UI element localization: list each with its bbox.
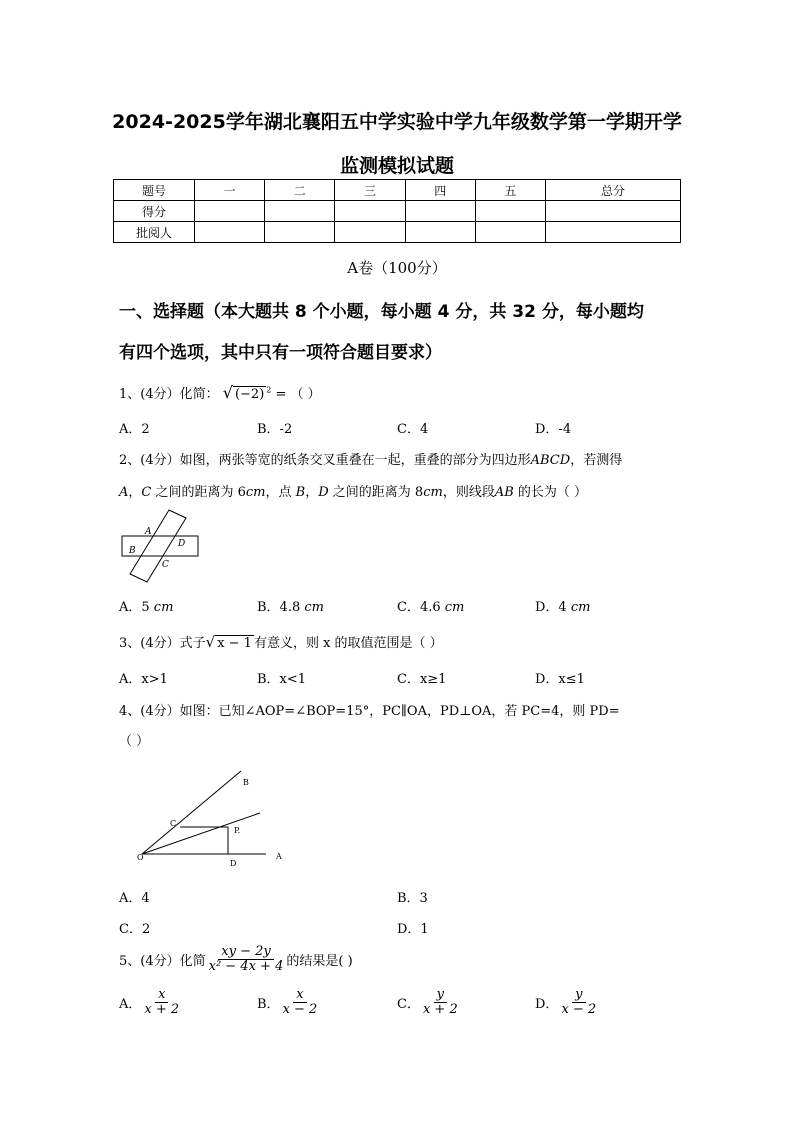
q2-text: 之间的距离为 6	[151, 485, 246, 500]
figure-label-a: A	[145, 527, 152, 537]
fraction-numerator: x	[155, 988, 168, 1003]
sqrt-icon: √	[205, 633, 216, 651]
figure-label-d: D	[178, 539, 186, 549]
fraction-numerator: y	[572, 988, 585, 1003]
score-cell[interactable]	[265, 201, 335, 222]
score-table-header-cell: 二	[265, 180, 335, 201]
q2-option-value: D．4	[535, 600, 571, 615]
q2-text: 的长为（ ）	[513, 485, 588, 500]
q2-option-a[interactable]	[119, 596, 173, 615]
score-table-header-row	[114, 180, 681, 201]
figure-label-b: B	[129, 546, 136, 556]
q2-text: B	[295, 485, 306, 500]
q2-option-d[interactable]	[535, 596, 590, 615]
q2-text: ，点	[265, 485, 296, 500]
part1-heading-line2: 有四个选项，其中只有一项符合题目要求）	[119, 343, 442, 363]
score-table-row	[114, 222, 681, 243]
q3-option-b[interactable]: B．x<1	[257, 672, 307, 687]
angle-bisector-figure	[130, 765, 300, 875]
fraction-denominator: x − 2	[282, 1002, 318, 1017]
option-fraction	[558, 988, 599, 1017]
score-cell[interactable]	[335, 222, 405, 243]
question-5	[119, 945, 353, 974]
question-3-prefix: 3、(4分）式子	[119, 636, 206, 651]
score-table-header-cell: 一	[195, 180, 265, 201]
question-2-line2	[119, 481, 587, 500]
option-label: A．	[119, 997, 142, 1012]
score-cell[interactable]	[405, 201, 475, 222]
q3-option-d[interactable]: D．x≤1	[535, 672, 585, 687]
fraction-denominator: x² − 4x + 4	[208, 959, 284, 974]
section-a-title: A卷（100分）	[347, 259, 447, 277]
score-cell[interactable]	[265, 222, 335, 243]
score-cell[interactable]	[195, 201, 265, 222]
score-table-row	[114, 201, 681, 222]
q2-text: cm	[423, 485, 443, 500]
q2-text: ，则线段	[442, 485, 495, 500]
option-fraction	[280, 988, 321, 1017]
q5-option-a[interactable]	[119, 988, 182, 1017]
q2-option-value: A．5	[119, 600, 154, 615]
question-5-suffix: 的结果是( )	[286, 954, 353, 969]
question-4-line2: （ ）	[119, 734, 150, 749]
q2-option-c[interactable]	[397, 596, 464, 615]
q4-option-d[interactable]: D．1	[397, 922, 429, 937]
q4-option-c[interactable]: C．2	[119, 922, 151, 937]
score-table-row-label: 得分	[114, 201, 195, 222]
q2-text: cm	[245, 485, 266, 500]
q4-option-b[interactable]: B．3	[397, 891, 428, 906]
score-cell[interactable]	[475, 222, 545, 243]
question-1-prefix: 1、(4分）化简：	[119, 387, 219, 402]
figure-label-a: A	[276, 852, 282, 861]
q2-option-unit: cm	[570, 600, 591, 615]
page-title-line1: 2024-2025学年湖北襄阳五中学实验中学九年级数学第一学期开学	[112, 111, 682, 133]
q2-text: 之间的距离为 8	[328, 485, 424, 500]
question-3-radicand: x − 1	[217, 636, 252, 651]
question-5-fraction	[206, 945, 287, 974]
q4-option-a[interactable]: A．4	[119, 891, 150, 906]
question-4-line1: 4、(4分）如图：已知∠AOP=∠BOP=15°，PC∥OA，PD⊥OA，若 PC=4，则 PD=	[119, 704, 620, 719]
fraction-numerator: y	[434, 988, 447, 1003]
option-label: D．	[535, 997, 559, 1012]
score-cell[interactable]	[546, 222, 681, 243]
sqrt-icon: √	[222, 383, 233, 402]
q5-option-d[interactable]	[535, 988, 599, 1017]
score-table-header-cell: 题号	[114, 180, 195, 201]
q2-text: ，	[128, 485, 142, 500]
fraction-numerator: x	[293, 988, 306, 1003]
question-2-line1	[119, 449, 622, 468]
q1-option-b[interactable]: B．-2	[257, 422, 293, 437]
score-table-header-cell: 五	[475, 180, 545, 201]
ray-ob	[142, 771, 241, 854]
figure-label-o: O	[137, 853, 144, 862]
page-title-line2: 监测模拟试题	[339, 155, 454, 177]
question-3-suffix: 有意义，则 x 的取值范围是（ ）	[253, 636, 443, 651]
q2-option-unit: cm	[153, 600, 174, 615]
score-cell[interactable]	[475, 201, 545, 222]
question-1-radicand: (−2)	[234, 387, 265, 402]
figure-label-c: C	[170, 819, 177, 828]
figure-label-p: P.	[234, 826, 241, 835]
score-table	[113, 179, 681, 243]
fraction-denominator: x − 2	[561, 1002, 597, 1017]
q2-option-unit: cm	[444, 600, 465, 615]
q1-option-a[interactable]: A．2	[119, 422, 150, 437]
option-label: C．	[397, 997, 420, 1012]
score-cell[interactable]	[405, 222, 475, 243]
q5-option-b[interactable]	[257, 988, 320, 1017]
question-3	[119, 632, 443, 651]
q2-text: AB	[494, 485, 514, 500]
q5-option-c[interactable]	[397, 988, 461, 1017]
q2-text: ，	[305, 485, 319, 500]
q2-option-unit: cm	[304, 600, 324, 615]
score-table-header-cell: 总分	[546, 180, 681, 201]
question-5-prefix: 5、(4分）化简	[119, 954, 206, 969]
figure-label-b: B	[243, 778, 249, 787]
score-cell[interactable]	[335, 201, 405, 222]
score-table-header-cell: 三	[335, 180, 405, 201]
fraction-denominator: x + 2	[144, 1002, 180, 1017]
q2-option-value: B．4.8	[257, 600, 305, 615]
figure-label-d: D	[230, 859, 237, 868]
q2-text: C	[141, 485, 152, 500]
option-fraction	[141, 988, 182, 1017]
fraction-numerator: xy − 2y	[218, 945, 273, 960]
q1-option-c[interactable]: C．4	[397, 422, 429, 437]
option-label: B．	[257, 997, 280, 1012]
q2-text: ABCD	[530, 453, 571, 468]
fraction-denominator: x + 2	[422, 1002, 458, 1017]
q2-text: 2、(4分）如图，两张等宽的纸条交叉重叠在一起，重叠的部分为四边形	[119, 453, 531, 468]
question-1-exponent: 2	[266, 385, 272, 395]
option-fraction	[420, 988, 461, 1017]
score-cell[interactable]	[195, 222, 265, 243]
part1-heading-line1: 一、选择题（本大题共 8 个小题，每小题 4 分，共 32 分，每小题均	[119, 302, 644, 322]
paper-strips-figure	[114, 506, 204, 586]
score-table-row-label: 批阅人	[114, 222, 195, 243]
q3-option-a[interactable]: A．x>1	[119, 672, 168, 687]
q2-text: ，若测得	[570, 453, 623, 468]
figure-label-c: C	[162, 560, 169, 570]
score-cell[interactable]	[546, 201, 681, 222]
q3-option-c[interactable]: C．x≥1	[397, 672, 447, 687]
q2-option-b[interactable]	[257, 596, 324, 615]
q1-option-d[interactable]: D．-4	[535, 422, 572, 437]
q2-text: D	[318, 485, 329, 500]
q2-text: A	[119, 485, 129, 500]
question-1	[119, 383, 321, 402]
question-1-suffix: = （ ）	[275, 387, 321, 402]
score-table-header-cell: 四	[405, 180, 475, 201]
q2-option-value: C．4.6	[397, 600, 445, 615]
ray-op	[142, 813, 260, 854]
